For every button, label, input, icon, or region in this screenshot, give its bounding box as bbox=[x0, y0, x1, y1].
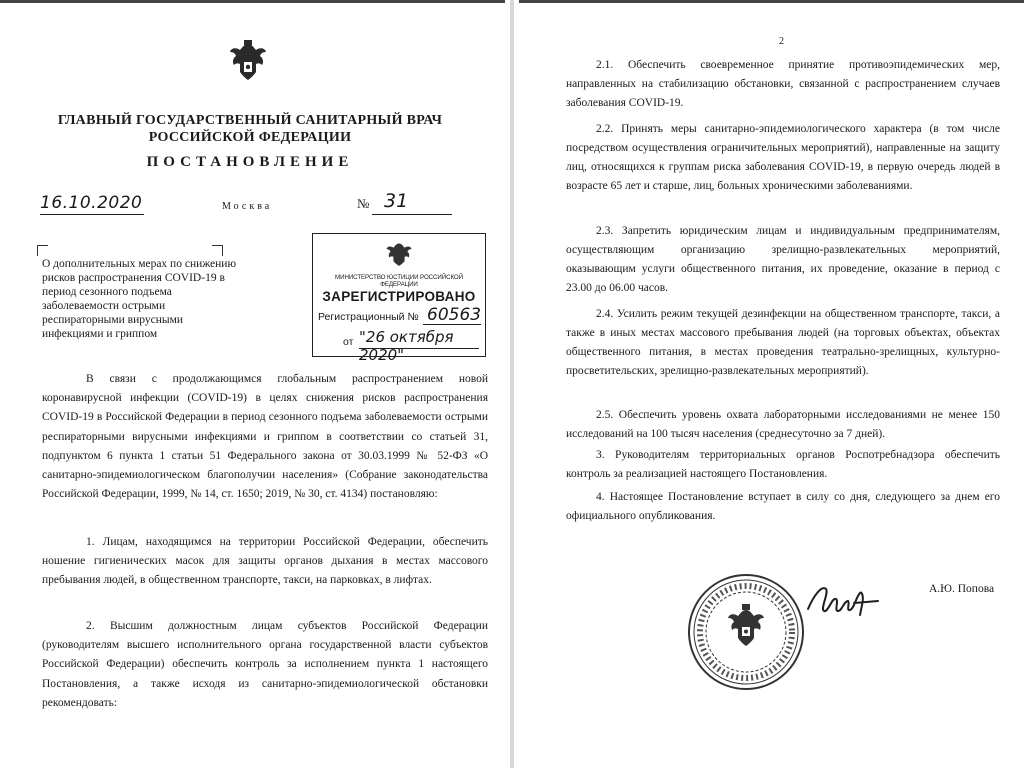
stamp-reg-label: Регистрационный № bbox=[318, 311, 419, 323]
official-seal bbox=[686, 572, 806, 692]
stamp-date-label: от bbox=[343, 336, 354, 348]
document-date: 16.10.2020 bbox=[40, 193, 143, 213]
item-2-4-paragraph: 2.4. Усилить режим текущей дезинфекции на общественном транспорте, такси, а также в иных местах массового пребывания людей (на торговых объектах, объектах общественного питания, в местах проведения театрально-зрелищных, культурно-просветительских, зрелищно-развлекательных мероприятий). bbox=[566, 308, 1000, 377]
subject-bracket-right bbox=[212, 245, 223, 256]
stamp-ministry: МИНИСТЕРСТВО ЮСТИЦИИ РОССИЙСКОЙ ФЕДЕРАЦИИ bbox=[335, 274, 463, 288]
stamp-emblem-icon bbox=[385, 240, 413, 268]
document-type: ПОСТАНОВЛЕНИЕ bbox=[146, 154, 354, 170]
stamp-date-value: "26 октября 2020" bbox=[359, 328, 454, 364]
item-2-3-paragraph: 2.3. Запретить юридическим лицам и индивидуальным предпринимателям, осуществляющим организацию зрелищно-развлекательных мероприятий, оказывающим услуги общественного питания, их проведение, оказание в период с 23.00 до 06.00 часов. bbox=[566, 225, 1000, 294]
item-2-2-paragraph: 2.2. Принять меры санитарно-эпидемиологического характера (в том числе посредством осуществления ограничительных мероприятий), направленные на защиту лиц, относящихся к группам риска заболевания COVID-19, в первую очередь людей в возрасте 65 лет и старше, лиц, больных хроническими заболеваниями. bbox=[566, 123, 1000, 192]
stamp-reg-number: 60563 bbox=[427, 305, 482, 325]
authority-line-2: РОССИЙСКОЙ ФЕДЕРАЦИИ bbox=[148, 130, 352, 145]
preamble-paragraph: В связи с продолжающимся глобальным распространением новой коронавирусной инфекции (COVID-19) в целях снижения рисков распространения COVID-19 в Российской Федерации в период сезонного подъема заболеваемости острыми респираторными вирусными инфекциями и гриппом в соответствии со статьей 31, подпунктом 6 пункта 1 статьи 51 Федерального закона от 30.03.1999 № 52-ФЗ «О санитарно-эпидемиологическом благополучии населения» (Собрание законодательства Российской Федерации, 1999, № 14, ст. 1650; 2019, № 30, ст. 4134) постановляю: bbox=[42, 373, 488, 501]
city: Москва bbox=[222, 201, 273, 212]
page-top-edge bbox=[0, 0, 505, 3]
stamp-registered: ЗАРЕГИСТРИРОВАНО bbox=[322, 289, 476, 304]
item-4-paragraph: 4. Настоящее Постановление вступает в силу со дня, следующего за днем его официального опубликования. bbox=[566, 491, 1000, 522]
issuing-authority bbox=[40, 112, 460, 146]
item-1-paragraph: 1. Лицам, находящимся на территории Российской Федерации, обеспечить ношение гигиенических масок для защиты органов дыхания в местах массового пребывания людей, в общественном транспорте, такси, на парковках, в лифтах. bbox=[42, 536, 488, 587]
item-2-paragraph: 2. Высшим должностным лицам субъектов Российской Федерации (руководителям высшего исполнительного органа государственной власти субъектов Российской Федерации) обеспечить контроль за исполнением пункта 1 настоящего Постановления, а также исходя из санитарно-эпидемиологической обстановки рекомендовать: bbox=[42, 620, 488, 709]
double-headed-eagle-emblem-icon bbox=[228, 38, 268, 84]
right-page bbox=[514, 0, 1024, 768]
signer-name: А.Ю. Попова bbox=[929, 583, 995, 595]
number-label: № bbox=[357, 196, 370, 211]
document-subject: О дополнительных мерах по снижению рисков распространения COVID-19 в период сезонного подъема заболеваемости острыми респираторными вирусными инфекциями и гриппом bbox=[42, 258, 237, 340]
registration-stamp bbox=[312, 233, 486, 364]
left-page bbox=[0, 0, 510, 768]
stamp-date-underline bbox=[359, 348, 479, 349]
authority-line-1: ГЛАВНЫЙ ГОСУДАРСТВЕННЫЙ САНИТАРНЫЙ ВРАЧ bbox=[57, 113, 443, 128]
subject-bracket-left bbox=[37, 245, 48, 256]
page-top-edge bbox=[519, 0, 1024, 3]
signature bbox=[804, 575, 884, 625]
stamp-reg-underline bbox=[423, 324, 481, 325]
page-number: 2 bbox=[779, 36, 784, 47]
item-2-5-paragraph: 2.5. Обеспечить уровень охвата лабораторными исследованиями не менее 150 исследований на 100 тысяч населения (среднесуточно за 7 дней). bbox=[566, 409, 1000, 440]
item-3-paragraph: 3. Руководителям территориальных органов Роспотребнадзора обеспечить контроль за реализацией настоящего Постановления. bbox=[566, 449, 1000, 480]
document-number: 31 bbox=[384, 190, 409, 212]
item-2-1-paragraph: 2.1. Обеспечить своевременное принятие противоэпидемических мер, направленных на стабилизацию обстановки, связанной с распространением случаев заболевания COVID-19. bbox=[566, 59, 1000, 109]
